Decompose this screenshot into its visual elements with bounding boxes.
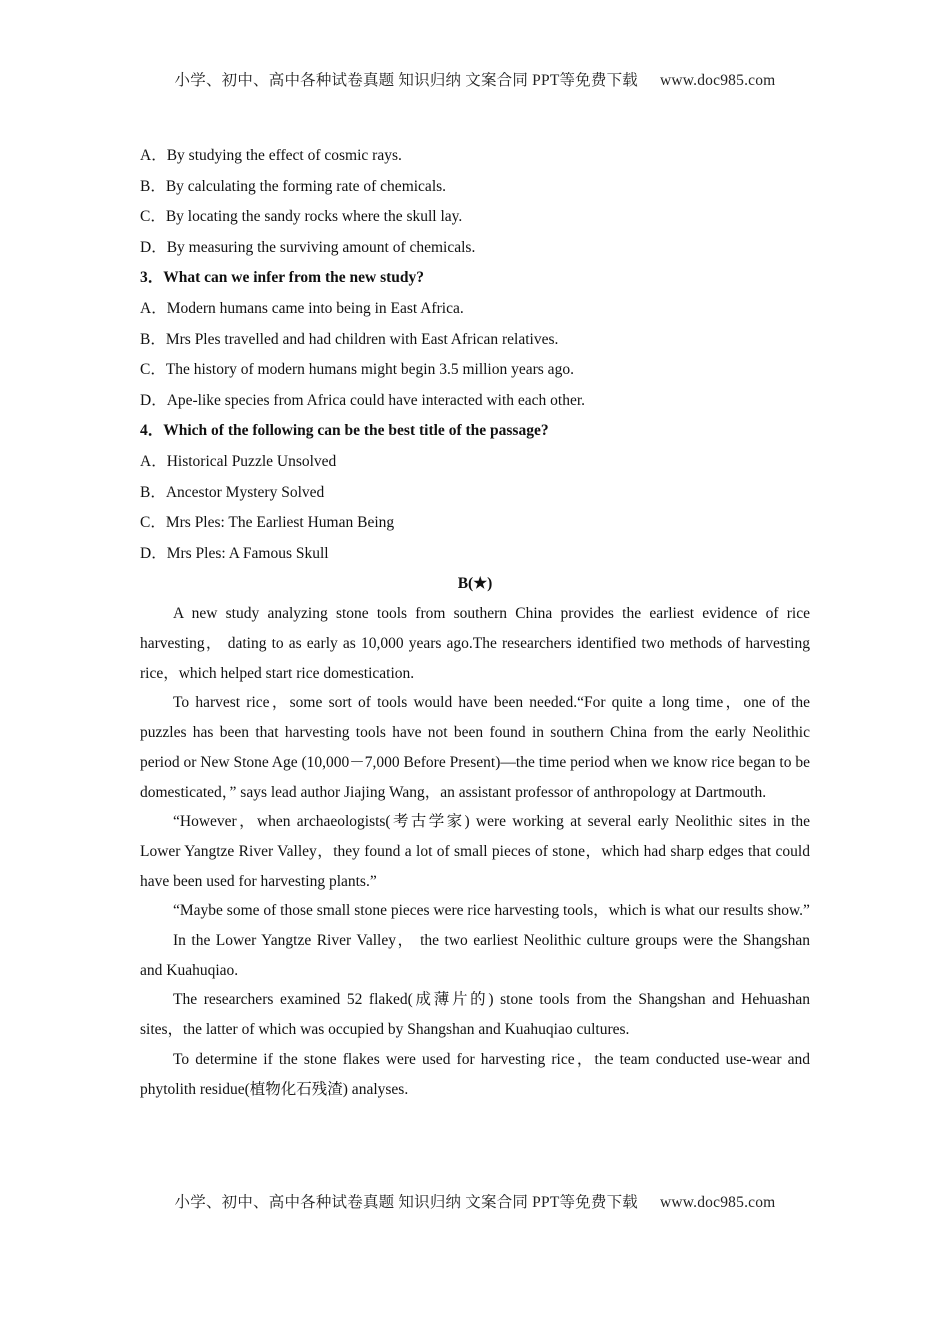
- option-c: C．By locating the sandy rocks where the skull lay.: [140, 208, 463, 226]
- passage-paragraph: To determine if the stone flakes were used for harvesting rice，the team conducted use-wear and phytolith residue(植物化石残渣) analyses.: [140, 1050, 810, 1098]
- page-header: [0, 68, 950, 90]
- header-text: 小学、初中、高中各种试卷真题 知识归纳 文案合同 PPT等免费下载: [174, 72, 638, 89]
- option-c: C．Mrs Ples: The Earliest Human Being: [140, 514, 395, 532]
- option-b: B．Mrs Ples travelled and had children with East African relatives.: [140, 330, 559, 348]
- passage-paragraph: A new study analyzing stone tools from southern China provides the earliest evidence of rice harvesting， dating to as early as 10,000 years ago.The researchers identified two methods of harvesting rice，which helped start rice domestication.: [140, 605, 810, 682]
- option-b: B．Ancestor Mystery Solved: [140, 483, 325, 501]
- question-3: [140, 263, 810, 416]
- option-a: A．Historical Puzzle Unsolved: [140, 452, 337, 470]
- passage-paragraph: “Maybe some of those small stone pieces were rice harvesting tools，which is what our results show.”: [173, 902, 810, 920]
- option-d: D．By measuring the surviving amount of chemicals.: [140, 238, 476, 256]
- passage-paragraph: In the Lower Yangtze River Valley， the two earliest Neolithic culture groups were the Shangshan and Kuahuqiao.: [140, 932, 810, 979]
- passage-paragraph: “However，when archaeologists(考古学家) were working at several early Neolithic sites in the Lower Yangtze River Valley，they found a lot of small pieces of stone，which had sharp edges that could have been used for harvesting plants.”: [140, 813, 810, 890]
- passage-paragraph: The researchers examined 52 flaked(成薄片的) stone tools from the Shangshan and Hehuashan sites，the latter of which was occupied by Shangshan and Kuahuqiao cultures.: [140, 991, 810, 1039]
- question-2-options: [140, 141, 810, 263]
- question-stem: 4．Which of the following can be the best title of the passage?: [140, 422, 549, 440]
- section-title: B(★): [457, 575, 493, 593]
- passage-paragraph: To harvest rice，some sort of tools would have been needed.“For quite a long time，one of the puzzles has been that harvesting tools have not been found in southern China from the early Neolithic period or New Stone Age (10,000－7,000 Before Present)—the time period when we know rice began to be domesticated，” says lead author Jiajing Wang，an assistant professor of anthropology at Dartmouth.: [140, 694, 810, 801]
- footer-text: 小学、初中、高中各种试卷真题 知识归纳 文案合同 PPT等免费下载: [174, 1194, 638, 1211]
- option-b: B．By calculating the forming rate of chemicals.: [140, 177, 447, 195]
- exam-content: [140, 141, 810, 1104]
- option-d: D．Ape-like species from Africa could have interacted with each other.: [140, 391, 586, 409]
- option-c: C．The history of modern humans might begin 3.5 million years ago.: [140, 361, 574, 379]
- section-b: [140, 569, 810, 1104]
- option-a: A．Modern humans came into being in East Africa.: [140, 299, 464, 317]
- page-footer: [0, 1190, 950, 1212]
- footer-site-link[interactable]: www.doc985.com: [659, 1194, 776, 1211]
- header-site-link[interactable]: www.doc985.com: [659, 72, 776, 89]
- question-stem: 3．What can we infer from the new study?: [140, 269, 425, 287]
- option-d: D．Mrs Ples: A Famous Skull: [140, 544, 329, 562]
- option-a: A．By studying the effect of cosmic rays.: [140, 147, 402, 164]
- question-4: [140, 416, 810, 569]
